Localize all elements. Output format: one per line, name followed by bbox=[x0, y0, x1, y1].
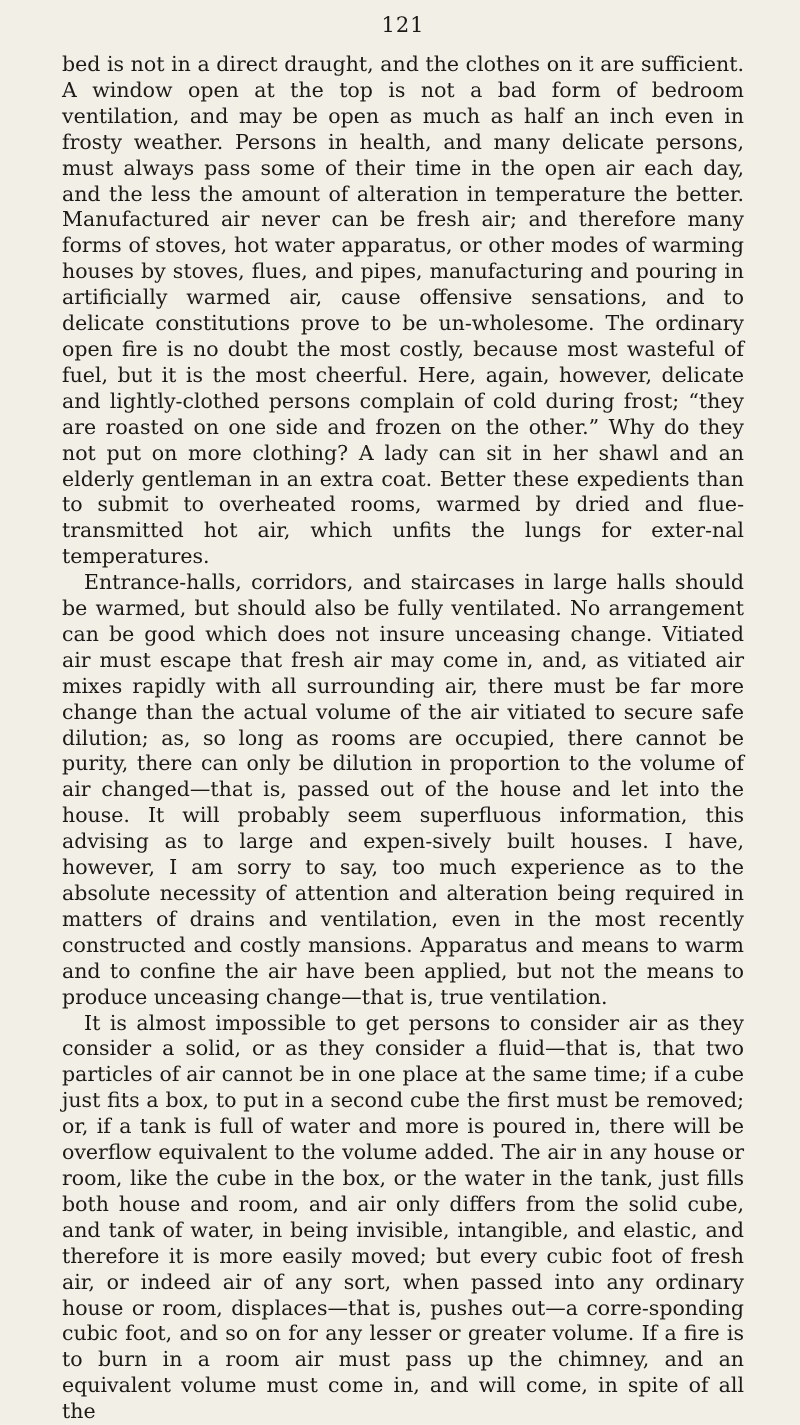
page-body bbox=[62, 52, 744, 1425]
paragraph-3: It is almost impossible to get persons to consider air as they consider a solid, or as they consider a fluid—that is, that two particles of air cannot be in one place at the same time; if a cube just fits a box, to put in a second cube the first must be removed; or, if a tank is full of water and more is poured in, there will be overflow equivalent to the volume added. The air in any house or room, like the cube in the box, or the water in the tank, just fills both house and room, and air only differs from the solid cube, and tank of water, in being invisible, intangible, and elastic, and therefore it is more easily moved; but every cubic foot of fresh air, or indeed air of any sort, when passed into any ordinary house or room, displaces—that is, pushes out—a corre-sponding cubic foot, and so on for any lesser or greater volume. If a fire is to burn in a room air must pass up the chimney, and an equivalent volume must come in, and will come, in spite of all the bbox=[62, 1010, 744, 1424]
paragraph-1: bed is not in a direct draught, and the clothes on it are sufficient. A window open at the top is not a bad form of bedroom ventilation, and may be open as much as half an inch even in frosty weather. Persons in health, and many delicate persons, must always pass some of their time in the open air each day, and the less the amount of alteration in temperature the better. Manufactured air never can be fresh air; and therefore many forms of stoves, hot water apparatus, or other modes of warming houses by stoves, flues, and pipes, manufacturing and pouring in artificially warmed air, cause offensive sensations, and to delicate constitutions prove to be un-wholesome. The ordinary open fire is no doubt the most costly, because most wasteful of fuel, but it is the most cheerful. Here, again, however, delicate and lightly-clothed persons complain of cold during frost; “they are roasted on one side and frozen on the other.” Why do they not put on more clothing? A lady can sit in her shawl and an elderly gentleman in an extra coat. Better these expedients than to submit to overheated rooms, warmed by dried and flue-transmitted hot air, which unfits the lungs for exter-nal temperatures. bbox=[62, 52, 744, 569]
paragraph-2: Entrance-halls, corridors, and staircases in large halls should be warmed, but should also be fully ventilated. No arrangement can be good which does not insure unceasing change. Vitiated air must escape that fresh air may come in, and, as vitiated air mixes rapidly with all surrounding air, there must be far more change than the actual volume of the air vitiated to secure safe dilution; as, so long as rooms are occupied, there cannot be purity, there can only be dilution in proportion to the volume of air changed—that is, passed out of the house and let into the house. It will probably seem superfluous information, this advising as to large and expen-sively built houses. I have, however, I am sorry to say, too much experience as to the absolute necessity of attention and alteration being required in matters of drains and ventilation, even in the most recently constructed and costly mansions. Apparatus and means to warm and to confine the air have been applied, but not the means to produce unceasing change—that is, true ventilation. bbox=[62, 570, 744, 1009]
page-number: 121 bbox=[381, 13, 425, 37]
